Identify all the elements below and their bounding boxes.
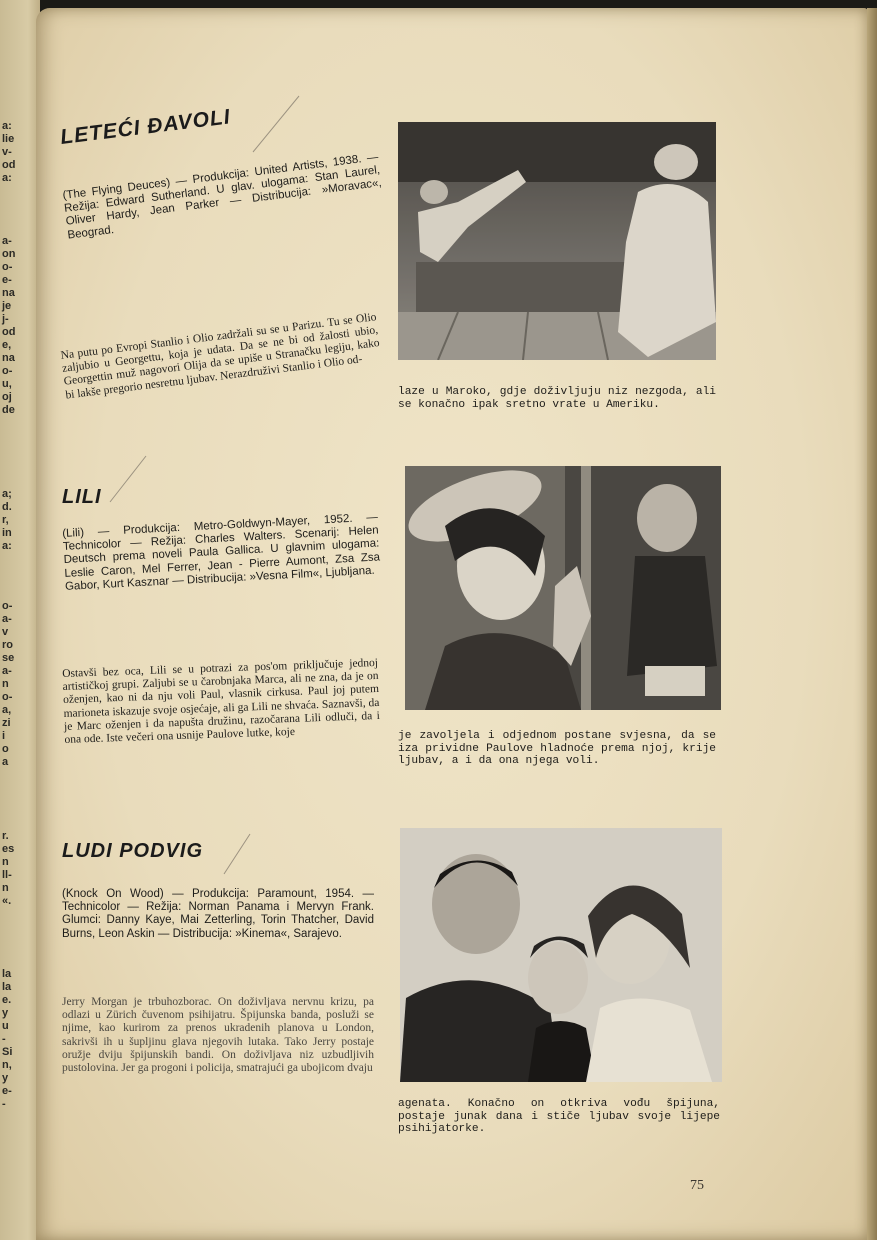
margin-fragment: a: [2, 756, 9, 768]
margin-fragment: n: [2, 678, 9, 690]
margin-fragment: a,: [2, 704, 12, 716]
title-slash-decoration: [108, 454, 148, 504]
margin-fragment: a-: [2, 665, 12, 677]
margin-fragment: on: [2, 248, 16, 260]
margin-fragment: lie: [2, 133, 15, 145]
film-synopsis: Jerry Morgan je trbuhozborac. On doživljava nervnu krizu, pa odlazi u Zürich čuvenom psihijatru. Špijunska banda, posluži se njime, kao kurirom za prenos ukradenih planova u London, sakrivši ih u šupljinu glava njegovih lutaka. Tako Jerry postaje oružje dviju špijunskih bandi. On doživljava niz uzbudljivih pustolovina. Jer ga progoni i policija, smatrajući ga ubojicom dvaju: [62, 996, 374, 1075]
photo-caption: laze u Maroko, gdje doživljuju niz nezgoda, ali se konačno ipak sretno vrate u Ameriku.: [398, 386, 716, 411]
margin-fragment: n,: [2, 1059, 12, 1071]
photo-caption: agenata. Konačno on otkriva vođu špijuna, postaje junak dana i stiče ljubav svoje lijepe psihijatorke.: [398, 1098, 720, 1136]
margin-fragment: a:: [2, 120, 12, 132]
margin-fragment: o-: [2, 261, 13, 273]
title-slash-decoration: [222, 832, 252, 876]
film-still-lili: [405, 466, 721, 710]
margin-fragment: na: [2, 352, 15, 364]
margin-fragment: y: [2, 1007, 9, 1019]
margin-fragment: u,: [2, 378, 12, 390]
margin-fragment: e-: [2, 1085, 12, 1097]
film-credits: (Knock On Wood) — Produkcija: Paramount, 1954. — Technicolor — Režija: Norman Panama i Mervyn Frank. Glumci: Danny Kaye, Mai Zetterling, Torin Thatcher, David Burns, Leon Askin — Distribucija: »Kinema«, Sarajevo.: [62, 888, 374, 940]
margin-fragment: v-: [2, 146, 12, 158]
margin-fragment: n: [2, 856, 9, 868]
film-synopsis: Ostavši bez oca, Lili se u potrazi za pos'om priključuje jednoj artističkoj grupi. Zaljubi se u čarobnjaka Marca, ali ne zna, da je on oženjen, kao ni da nju voli Paul, vlasnik cirkusa. Paul joj putem marioneta iskazuje svoje osjećaje, ali ga Lili ne shvaća. Saznavši, da je Marc oženjen i da napušta družinu, razočarana Lili odluči, da i ona ode. Iste večeri ona usnije Paulove lutke, koje: [62, 656, 381, 746]
film-synopsis: Na putu po Evropi Stanlio i Olio zadržali su se u Parizu. Tu se Olio zaljubio u Georgettu, koja je udata. Da se ne bi od žalosti ubio, Georgettin muž nagovori Olija da se upiše u Stranačku legiju, kako bi lakše pregorio nesretnu ljubav. Nerazdruživi Stanlio i Olio od-: [60, 311, 381, 402]
margin-fragment: e-: [2, 274, 12, 286]
margin-fragment: -: [2, 1033, 6, 1045]
film-still-laurel-hardy: [398, 122, 716, 360]
margin-fragment: ll-: [2, 869, 12, 881]
margin-fragment: «.: [2, 895, 12, 907]
page-number: 75: [690, 1178, 704, 1193]
section-title-leteci-davoli: LETEĆI ĐAVOLI: [59, 105, 232, 150]
margin-fragment: r.: [2, 830, 9, 842]
margin-fragment: es: [2, 843, 15, 855]
margin-fragment: a:: [2, 540, 12, 552]
magazine-page: [36, 8, 868, 1240]
margin-fragment: in: [2, 527, 12, 539]
margin-fragment: a-: [2, 235, 12, 247]
margin-fragment: o: [2, 743, 9, 755]
margin-fragment: na: [2, 287, 15, 299]
margin-fragment: a-: [2, 613, 12, 625]
margin-fragment: -: [2, 1098, 6, 1110]
margin-fragment: r,: [2, 514, 9, 526]
previous-page-edge: [0, 0, 40, 1240]
margin-fragment: oj: [2, 391, 12, 403]
margin-fragment: o-: [2, 600, 13, 612]
title-slash-decoration: [251, 94, 301, 154]
margin-fragment: d.: [2, 501, 12, 513]
margin-fragment: n: [2, 882, 9, 894]
section-title-lili: LILI: [62, 486, 102, 508]
margin-fragment: e.: [2, 994, 12, 1006]
margin-fragment: u: [2, 1020, 9, 1032]
margin-fragment: v: [2, 626, 9, 638]
margin-fragment: od: [2, 159, 16, 171]
margin-fragment: de: [2, 404, 15, 416]
margin-fragment: ro: [2, 639, 13, 651]
margin-fragment: e,: [2, 339, 12, 351]
photo-caption: je zavoljela i odjednom postane svjesna, da se iza prividne Paulove hladnoće prema njoj, krije ljubav, a i da ona njega voli.: [398, 730, 716, 768]
margin-fragment: j-: [2, 313, 9, 325]
margin-fragment: i: [2, 730, 6, 742]
margin-fragment: o-: [2, 365, 13, 377]
margin-fragment: la: [2, 981, 12, 993]
film-credits: (Lili) — Produkcija: Metro-Goldwyn-Mayer, 1952. — Technicolor — Režija: Charles Walters. Scenarij: Helen Deutsch prema noveli Paula Gallica. U glavnim ulogama: Leslie Caron, Mel Ferrer, Jean - Pierre Aumont, Zsa Zsa Gabor, Kurt Kasznar — Distribucija: »Vesna Film«, Ljubljana.: [62, 511, 381, 593]
film-credits: (The Flying Deuces) — Produkcija: United Artists, 1938. — Režija: Edward Sutherland. U glav. ulogama: Stan Laurel, Oliver Hardy, Jean Parker — Distribucija: »Moravac«, Beograd.: [62, 151, 383, 242]
margin-fragment: la: [2, 968, 12, 980]
page-right-edge: [867, 8, 877, 1240]
section-title-ludi-podvig: LUDI PODVIG: [62, 840, 204, 862]
margin-fragment: od: [2, 326, 16, 338]
margin-fragment: a:: [2, 172, 12, 184]
margin-fragment: y: [2, 1072, 9, 1084]
film-still-knock-on-wood: [400, 828, 722, 1082]
margin-fragment: je: [2, 300, 12, 312]
margin-fragment: se: [2, 652, 15, 664]
margin-fragment: Si: [2, 1046, 13, 1058]
margin-fragment: o-: [2, 691, 13, 703]
margin-fragment: a;: [2, 488, 12, 500]
margin-fragment: zi: [2, 717, 11, 729]
